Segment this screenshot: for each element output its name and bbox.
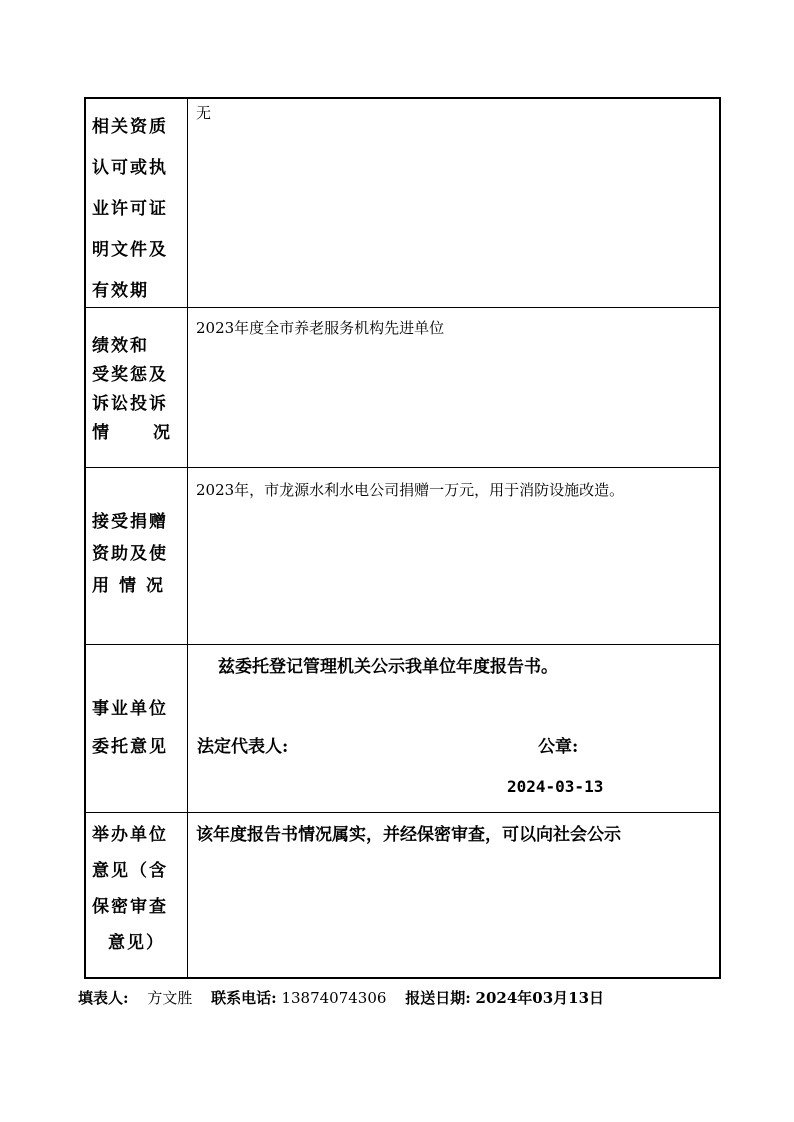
phone-label: 联系电话: <box>211 989 277 1007</box>
row-sponsor <box>86 813 719 979</box>
legal-representative-label: 法定代表人: <box>197 737 289 757</box>
report-table <box>84 97 721 979</box>
entrust-date: 2024-03-13 <box>507 777 604 796</box>
sponsor-opinion: 该年度报告书情况属实，并经保密审查，可以向社会公示 <box>196 825 621 845</box>
date-label: 报送日期: <box>405 989 471 1007</box>
entrust-statement: 兹委托登记管理机关公示我单位年度报告书。 <box>218 657 558 677</box>
label-donations: 接受捐赠 资助及使 用情况 <box>92 512 173 596</box>
row-entrust <box>86 645 719 813</box>
report-footer <box>78 987 604 1008</box>
row-performance <box>86 308 719 468</box>
label-performance-line-1: 绩效和 <box>92 336 149 356</box>
content-performance: 2023年度全市养老服务机构先进单位 <box>196 319 445 337</box>
label-qualification: 相关资质 认可或执 业许可证 明文件及 有效期 <box>92 117 168 301</box>
seal-label: 公章: <box>538 737 579 757</box>
filler-label: 填表人: <box>78 989 129 1007</box>
content-qualification: 无 <box>196 104 212 122</box>
submit-date: 2024年03月13日 <box>475 989 605 1007</box>
label-sponsor: 举办单位 意见（含 保密审查 意见） <box>92 825 168 953</box>
phone-number: 13874074306 <box>281 989 387 1007</box>
row-donations <box>86 468 719 645</box>
row-qualification <box>86 99 719 308</box>
label-entrust: 事业单位 委托意见 <box>92 699 168 757</box>
content-donations: 2023年，市龙源水利水电公司捐赠一万元，用于消防设施改造。 <box>196 481 625 499</box>
label-performance: 绩效和 受奖惩及 诉讼投诉 情况 <box>86 332 187 448</box>
filler-name: 方文胜 <box>147 989 193 1007</box>
